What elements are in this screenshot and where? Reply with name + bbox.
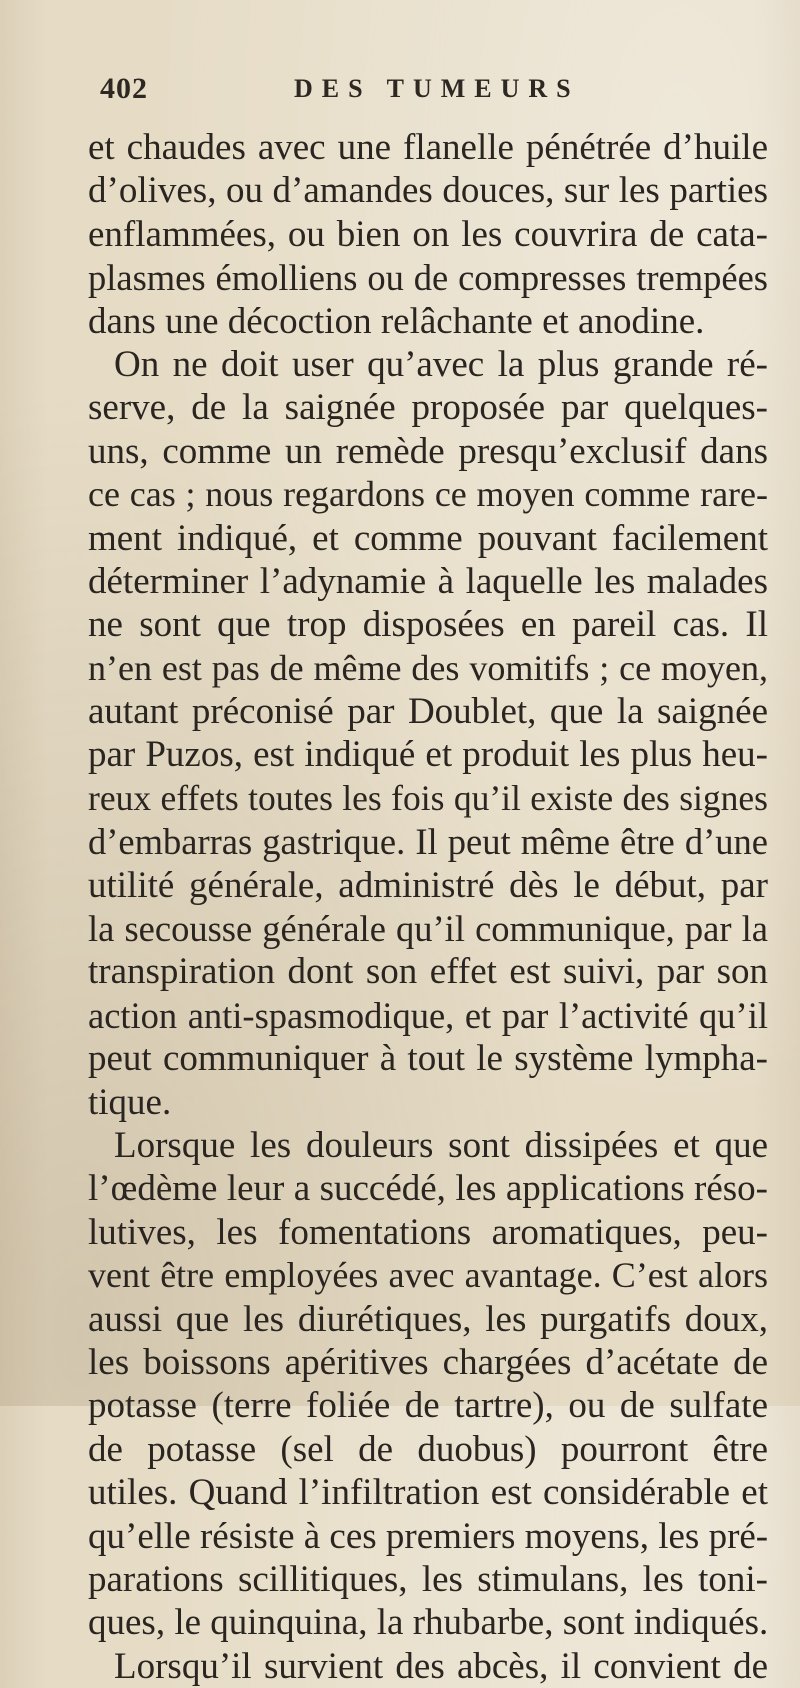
text-line: dans une décoction relâchante et anodine. [88,300,705,342]
text-line: de potasse (sel de duobus) pourront être [88,1428,768,1470]
body-text [88,126,768,1688]
text-line: n’en est pas de même des vomitifs ; ce moyen, [88,647,768,688]
text-line: d’olives, ou d’amandes douces, sur les parties [88,170,768,212]
text-line: ce cas ; nous regardons ce moyen comme rare- [88,474,768,515]
text-line: reux effets toutes les fois qu’il existe des signes [88,777,768,818]
text-line: qu’elle résiste à ces premiers moyens, les pré- [88,1515,768,1557]
text-line: vent être employées avec avantage. C’est alors [88,1255,768,1296]
text-line: ment indiqué, et comme pouvant facilement [88,517,768,559]
text-line: transpiration dont son effet est suivi, par son [88,951,768,993]
text-line: tique. [88,1081,172,1123]
text-line: et chaudes avec une flanelle pénétrée d’huile [88,127,768,168]
text-line: potasse (terre foliée de tartre), ou de sulfate [88,1385,768,1427]
text-line: serve, de la saignée proposée par quelques- [88,387,768,429]
running-head [100,72,740,112]
text-line: Lorsque les douleurs sont dissipées et que [114,1124,768,1166]
text-line: uns, comme un remède presqu’exclusif dans [88,430,768,472]
text-line: d’embarras gastrique. Il peut même être d’une [88,821,768,863]
text-line: parations scillitiques, les stimulans, les toni- [88,1558,768,1600]
text-line: utiles. Quand l’infiltration est considérable et [88,1472,768,1514]
text-line: autant préconisé par Doublet, que la saignée [88,691,768,733]
text-line: peut communiquer à tout le système lympha- [88,1038,768,1080]
text-line: enflammées, ou bien on les couvrira de cata- [88,213,768,255]
text-line: les boissons apéritives chargées d’acétate de [88,1341,768,1383]
text-line: action anti-spasmodique, et par l’activité qu’il [88,994,768,1036]
text-line: aussi que les diurétiques, les purgatifs doux, [88,1298,768,1340]
text-line: lutives, les fomentations aromatiques, peu- [88,1211,768,1253]
text-line: utilité générale, administré dès le début, par [88,864,768,906]
text-line: la secousse générale qu’il communique, par la [88,908,768,950]
text-line: par Puzos, est indiqué et produit les plus heu- [88,734,768,776]
text-line: déterminer l’adynamie à laquelle les malades [88,560,768,602]
text-line: Lorsqu’il survient des abcès, il convient de [114,1645,768,1687]
text-line: plasmes émolliens ou de compresses trempées [88,257,768,299]
text-line: l’œdème leur a succédé, les applications réso- [88,1168,768,1210]
text-line: On ne doit user qu’avec la plus grande ré- [114,343,768,385]
text-line: ne sont que trop disposées en pareil cas. Il [88,604,768,646]
running-title: DES TUMEURS [294,74,580,103]
page-number: 402 [100,72,148,105]
text-line: ques, le quinquina, la rhubarbe, sont indiqués. [88,1602,768,1644]
